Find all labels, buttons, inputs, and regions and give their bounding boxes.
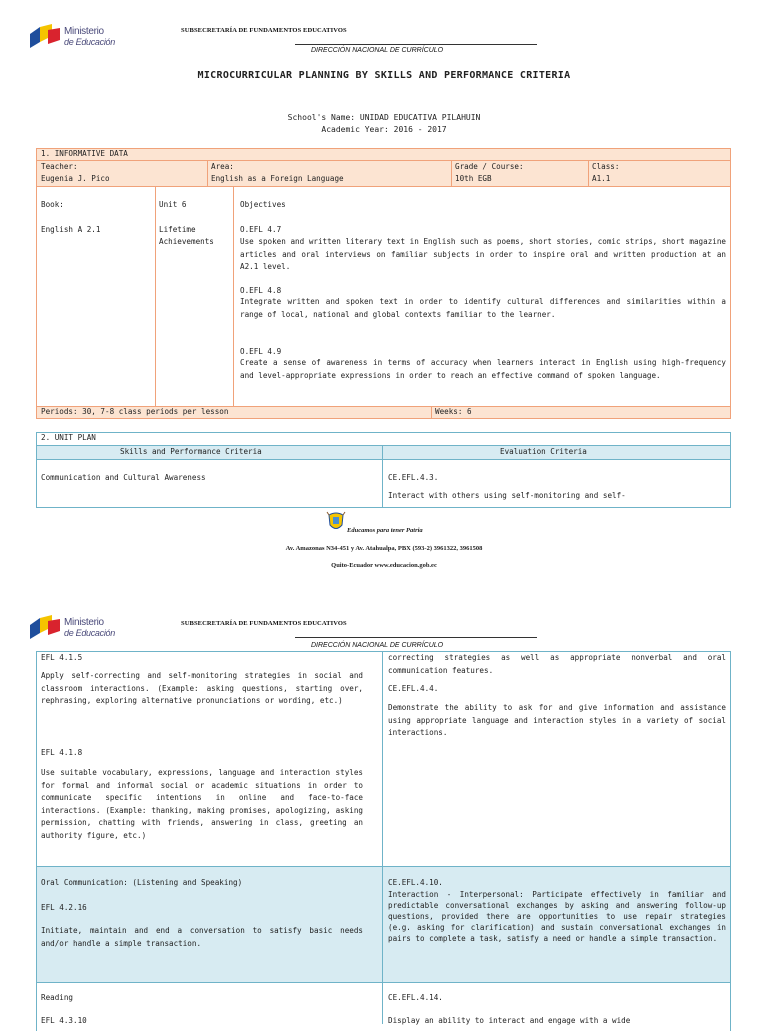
logo-flag-icon [30,615,62,641]
eval-text-continued: correcting strategies as well as appropriate nonverbal and oral communication features. [388,653,726,675]
skill-code-efl-4-1-5: EFL 4.1.5 [41,653,83,662]
eval-text-ce-efl-4-4: Demonstrate the ability to ask for and give information and assistance using appropriate language and interaction styles in a variety of social interactions. [388,703,726,737]
objective-1-code: O.EFL 4.7 [240,225,282,234]
skill-text-efl-4-1-8: Use suitable vocabulary, expressions, language and interaction styles for formal and informal social or academic situations in order to communicate specific intentions in online and face-to-face interactions. (Example: thanking, making promises, apologizing, asking permission, chatting with friends, answering in class, greeting an authority figure, etc.) [41,768,363,840]
weeks: Weeks: 6 [435,407,472,416]
skill-oral-communication-title: Oral Communication: (Listening and Speaking) [41,878,243,887]
row1-skill: Communication and Cultural Awareness [41,473,206,482]
skill-code-efl-4-3-10: EFL 4.3.10 [41,1016,87,1025]
direccion-heading: DIRECCIÓN NACIONAL DE CURRÍCULO [311,47,444,54]
subsecretaria-heading-page-2: SUBSECRETARÍA DE FUNDAMENTOS EDUCATIVOS [181,620,347,627]
objective-2-code: O.EFL 4.8 [240,286,282,295]
unit-plan-table [36,432,731,508]
objective-3-text: Create a sense of awareness in terms of accuracy when learners interact in English using high-frequency and level-appropriate expressions in order to reach an effective command of spoken language. [240,358,726,380]
footer-address: Av. Amazonas N34-451 y Av. Atahualpa, PBX (593-2) 3961322, 3961508 [285,545,483,552]
eval-text-ce-efl-4-14: Display an ability to interact and engage with a wide [388,1016,631,1025]
page-title: MICROCURRICULAR PLANNING BY SKILLS AND PERFORMANCE CRITERIA [197,70,571,81]
unit-value-2: Achievements [159,237,214,246]
teacher-value: Eugenia J. Pico [41,174,110,183]
skill-text-efl-4-1-5: Apply self-correcting and self-monitoring strategies in social and classroom interactions. (Example: asking questions, starting over, rephrasing, exploring alternative pronunciations or wording, etc.) [41,671,363,705]
eval-code-ce-efl-4-4: CE.EFL.4.4. [388,684,439,693]
col-skills-header: Skills and Performance Criteria [120,447,262,456]
direccion-heading-page-2: DIRECCIÓN NACIONAL DE CURRÍCULO [311,642,444,649]
ecuador-coat-of-arms-icon [326,511,346,533]
skill-text-efl-4-2-16: Initiate, maintain and end a conversation to satisfy basic needs and/or handle a simple transaction. [41,926,363,948]
area-value: English as a Foreign Language [211,174,344,183]
objective-3-code: O.EFL 4.9 [240,347,282,356]
logo-text: Ministerio de Educación [64,26,115,47]
teacher-label: Teacher: [41,162,78,171]
footer-city: Quito-Ecuador www.educacion.gob.ec [331,562,437,569]
skill-code-efl-4-1-8: EFL 4.1.8 [41,748,83,757]
grade-value: 10th EGB [455,174,492,183]
header-rule [295,44,537,45]
ministry-logo-page-2 [30,615,125,641]
unit-label: Unit 6 [159,200,187,209]
class-value: A1.1 [592,174,611,183]
book-value: English A 2.1 [41,225,101,234]
header-rule-page-2 [295,637,537,638]
row1-eval-text: Interact with others using self-monitoring and self- [388,491,626,500]
footer-motto: Educamos para tener Patria [347,527,423,534]
col-evaluation-header: Evaluation Criteria [500,447,587,456]
eval-text-ce-efl-4-10: Interaction - Interpersonal: Participate effectively in familiar and predictable conversational exchanges by asking and answering follow-up questions, provided there are opportunities to use repair strategies (e.g. asking for clarification) and sustain conversational exchanges in pairs to complete a task, satisfy a need or handle a simple transaction. [388,890,726,943]
unit-value-1: Lifetime [159,225,196,234]
academic-year: Academic Year: 2016 - 2017 [321,125,447,134]
grade-label: Grade / Course: [455,162,524,171]
objective-1-text: Use spoken and written literary text in English such as poems, short stories, comic strips, short magazine articles and oral interviews on familiar subjects in order to inspire oral and written production at an A2.1 level. [240,237,726,271]
area-label: Area: [211,162,234,171]
skill-code-efl-4-2-16: EFL 4.2.16 [41,903,87,912]
unit-plan-section-title: 2. UNIT PLAN [41,433,96,442]
subsecretaria-heading: SUBSECRETARÍA DE FUNDAMENTOS EDUCATIVOS [181,27,347,34]
logo-text: Ministerio de Educación [64,617,115,638]
row1-eval-code: CE.EFL.4.3. [388,473,439,482]
eval-code-ce-efl-4-10: CE.EFL.4.10. [388,878,443,887]
class-label: Class: [592,162,620,171]
skill-reading-title: Reading [41,993,74,1002]
school-name: School's Name: UNIDAD EDUCATIVA PILAHUIN [287,113,481,122]
informative-section-title: 1. INFORMATIVE DATA [41,149,128,158]
objectives-label: Objectives [240,200,286,209]
ministry-logo [30,24,125,50]
periods: Periods: 30, 7-8 class periods per lesson [41,407,229,416]
logo-flag-icon [30,24,62,50]
objective-2-text: Integrate written and spoken text in order to identify cultural differences and similarities within a range of local, national and global contexts familiar to the learner. [240,297,726,319]
book-label: Book: [41,200,64,209]
eval-code-ce-efl-4-14: CE.EFL.4.14. [388,993,443,1002]
